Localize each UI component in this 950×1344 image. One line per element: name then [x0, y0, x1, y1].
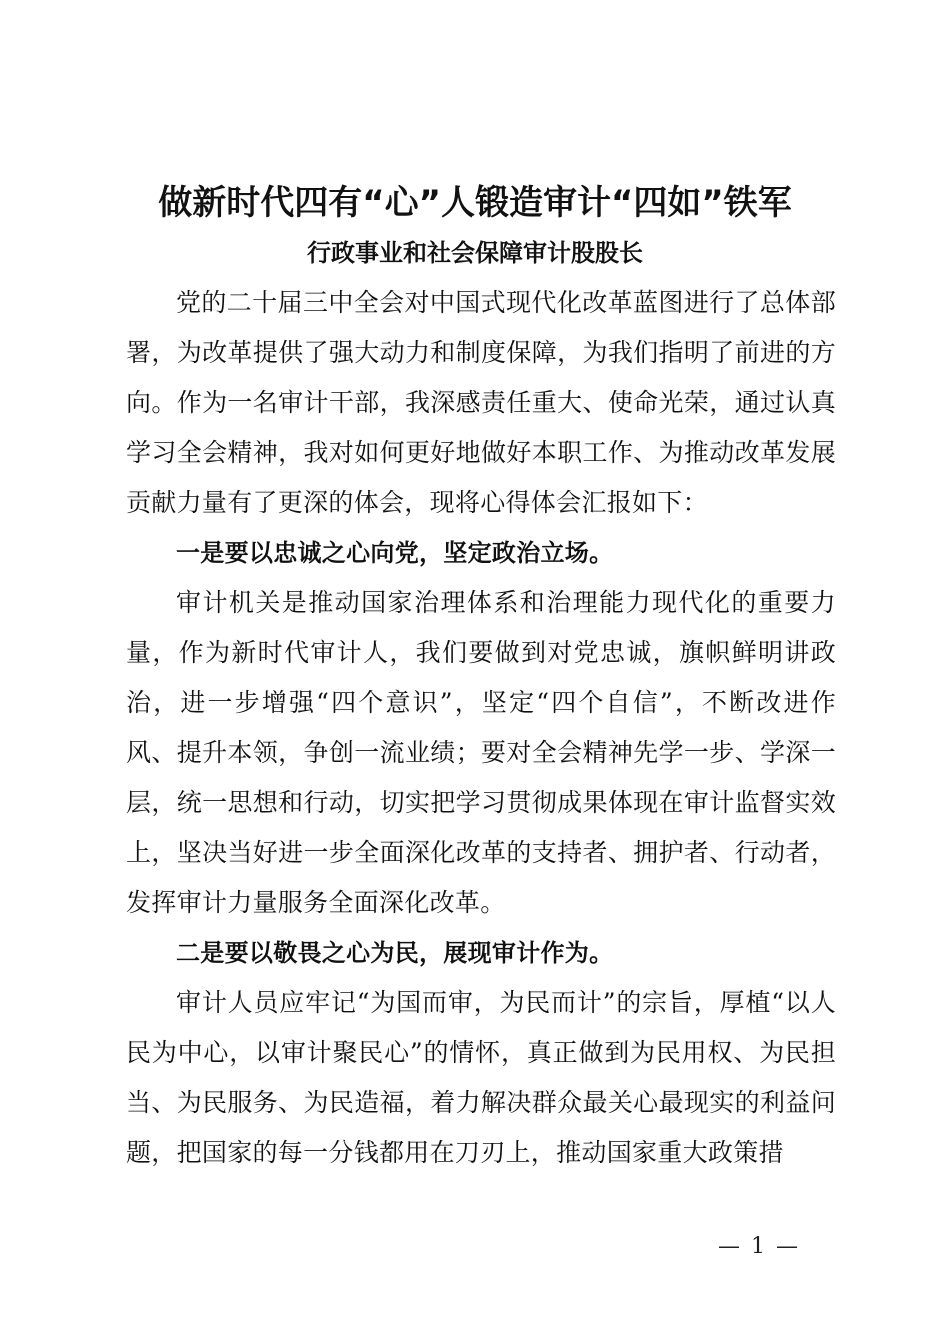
paragraph-intro: 党的二十届三中全会对中国式现代化改革蓝图进行了总体部署，为改革提供了强大动力和制度保障，为我们指明了前进的方向。作为一名审计干部，我深感责任重大、使命光荣，通过认真学习全会精神，我对如何更好地做好本职工作、为推动改革发展贡献力量有了更深的体会，现将心得体会汇报如下：: [126, 288, 836, 517]
document-body: [126, 278, 836, 1178]
section-heading-1: 一是要以忠诚之心向党，坚定政治立场。: [176, 539, 614, 567]
section-heading-2: 二是要以敬畏之心为民，展现审计作为。: [176, 939, 614, 967]
page-number: — 1 —: [718, 1234, 800, 1259]
document-title: 做新时代四有“心”人锻造审计“四如”铁军: [158, 183, 792, 223]
document-subtitle: 行政事业和社会保障审计股股长: [307, 239, 643, 267]
paragraph-section-1: 审计机关是推动国家治理体系和治理能力现代化的重要力量，作为新时代审计人，我们要做到对党忠诚，旗帜鲜明讲政治，进一步增强“四个意识”，坚定“四个自信”，不断改进作风、提升本领，争创一流业绩；要对全会精神先学一步、学深一层，统一思想和行动，切实把学习贯彻成果体现在审计监督实效上，坚决当好进一步全面深化改革的支持者、拥护者、行动者，发挥审计力量服务全面深化改革。: [126, 588, 836, 917]
paragraph-section-2: 审计人员应牢记“为国而审，为民而计”的宗旨，厚植“以人民为中心，以审计聚民心”的情怀，真正做到为民用权、为民担当、为民服务、为民造福，着力解决群众最关心最现实的利益问题，把国家的每一分钱都用在刀刃上，推动国家重大政策措: [126, 988, 836, 1167]
